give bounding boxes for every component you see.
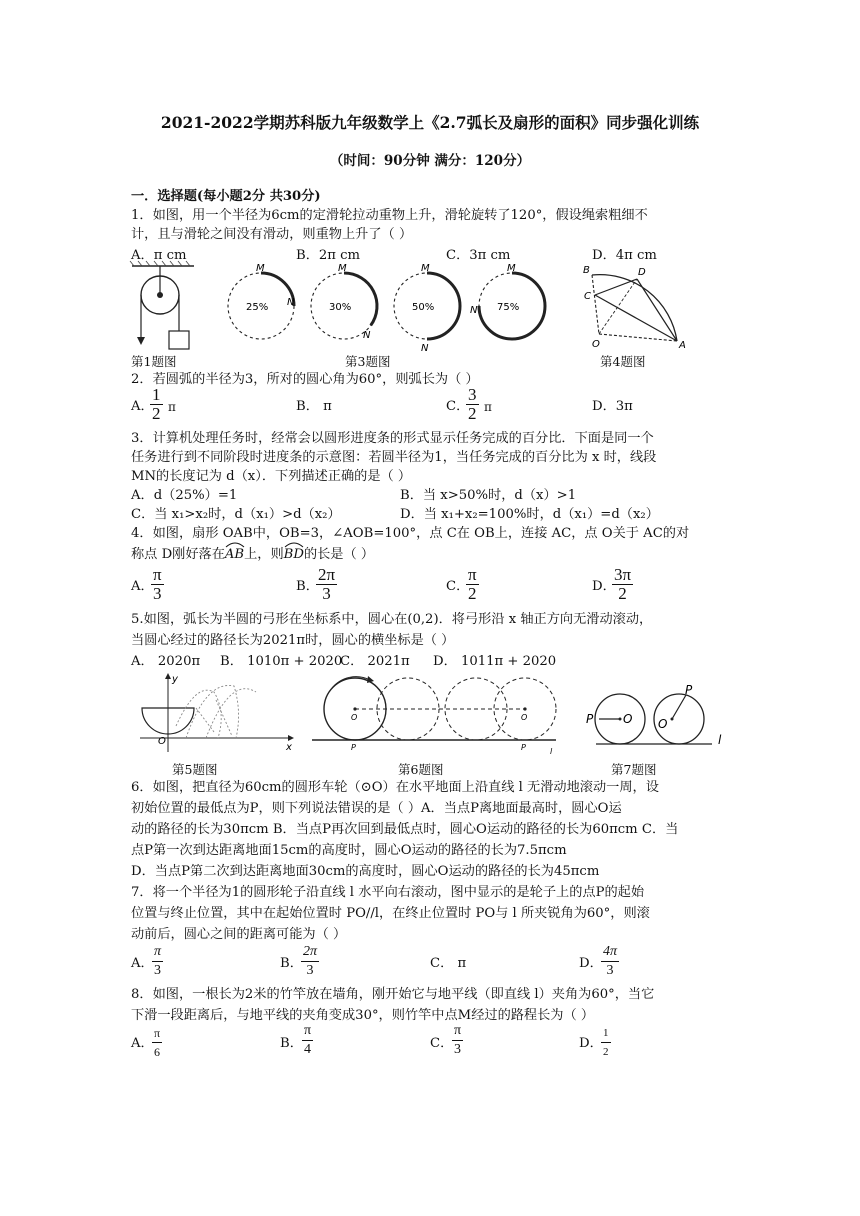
q4-option-c-frac: $\frac{\pi}{2}$ [468,565,477,603]
q8-line2: 下滑一段距离后，与地平线的夹角变成30°，则竹竿中点M经过的路程长为（ ） [131,1008,595,1023]
figure-5-segment [136,672,296,754]
svg-text:x: x [286,742,292,753]
svg-text:P: P [586,712,594,726]
svg-text:P: P [685,683,693,697]
q7-option-d: D． [579,956,603,971]
q6-line1: 6．如图，把直径为60cm的圆形车轮（⊙O）在水平地面上沿直线 l 无滑动地滚动一周，设 [131,780,659,795]
label-75: 75% [497,302,520,313]
progress-circle-25 [228,263,295,339]
q8-option-c: C． [430,1036,454,1051]
page-subtitle: （时间：90分钟 满分：120分） [329,153,531,169]
svg-text:M: M [338,263,347,274]
q3-option-a: A．d（25%）=1 [131,488,238,503]
svg-text:l: l [718,733,722,747]
q2-option-c-frac: $\frac{3}{2}$ [468,385,477,423]
svg-text:O: O [592,339,600,350]
q2-option-c: C． [446,399,470,414]
q3-line1: 3．计算机处理任务时，经常会以圆形进度条的形式显示任务完成的百分比．下面是同一个 [131,431,654,446]
q1-option-a: A．π cm [131,248,187,263]
q2-line1: 2．若圆弧的半径为3，所对的圆心角为60°，则弧长为（ ） [131,372,479,387]
caption-fig1: 第1题图 [131,354,177,369]
svg-text:M: M [421,263,430,274]
label-30: 30% [329,302,352,313]
q4-line1: 4．如图，扇形 OAB中，OB=3，∠AOB=100°，点 C在 OB上，连接 AC，点 O关于 AC的对 [131,526,690,541]
svg-text:M: M [256,263,265,274]
q1-option-b: B．2π cm [296,248,361,263]
svg-text:N: N [287,297,295,308]
q1-option-d: D．4π cm [592,248,657,263]
caption-fig3: 第3题图 [345,354,391,369]
q7-line2: 位置与终止位置，其中在起始位置时 PO//l，在终止位置时 PO与 l 所夹锐角为60°，则滚 [131,906,650,921]
q5-option-c: C． 2021π [340,654,410,669]
svg-text:l: l [550,747,553,756]
svg-text:N: N [470,305,478,316]
q7-option-d-frac: $\frac{4\pi}{3}$ [603,944,618,978]
figure-3-progress-circles [222,265,552,355]
q6-line2: 初始位置的最低点为P，则下列说法错误的是（ ）A．当点P离地面最高时，圆心O运 [131,801,622,816]
q8-line1: 8．如图，一根长为2米的竹竿放在墙角，刚开始它与地平线（即直线 l）夹角为60°，当它 [131,987,655,1002]
svg-text:y: y [172,674,178,685]
q7-option-b: B． [280,956,303,971]
svg-text:P: P [351,743,356,752]
label-25: 25% [246,302,269,313]
q3-option-d: D．当 x₁+x₂=100%时，d（x₁）=d（x₂） [400,507,659,522]
q3-line3: MN的长度记为 d（x）．下列描述正确的是（ ） [131,469,412,484]
svg-text:O: O [158,736,166,747]
q3-line2: 任务进行到不同阶段时进度条的示意图：若圆半径为1，当任务完成的百分比为 x 时，线段 [131,450,657,465]
q4-option-d: D． [592,579,616,594]
q8-option-c-frac: $\frac{\pi}{3}$ [454,1023,462,1057]
caption-fig5: 第5题图 [172,762,218,777]
svg-text:D: D [638,267,646,278]
q2-option-a-frac: $\frac{1}{2}$ [152,385,161,423]
caption-fig4: 第4题图 [600,354,646,369]
q7-option-a: A． [131,956,154,971]
q6-line3: 动的路径的长为30πcm B．当点P再次回到最低点时，圆心O运动的路径的长为60πcm C．当 [131,822,679,837]
q8-option-d-frac: $\frac{1}{2}$ [601,1024,611,1061]
progress-circle-75 [470,263,545,339]
svg-text:B: B [583,265,590,276]
caption-fig7: 第7题图 [611,762,657,777]
q5-line2: 当圆心经过的路径长为2021π时，圆心的横坐标是（ ） [131,633,455,648]
progress-circle-30 [311,263,377,341]
svg-text:O: O [521,713,528,722]
q1-option-c: C．3π cm [446,248,511,263]
q4-option-a-frac: $\frac{\pi}{3}$ [153,565,162,603]
q4-line2: 称点 D刚好落在 AB上，则 BD的长是（ ） [131,546,374,564]
svg-text:M: M [507,263,516,274]
q1-line1: 1．如图，用一个半径为6cm的定滑轮拉动重物上升，滑轮旋转了120°，假设绳索粗细不 [131,208,648,223]
q8-option-a-frac: $\frac{\pi}{6}$ [154,1026,161,1059]
q5-option-b: B． 1010π + 2020 [220,654,343,669]
q4-option-b: B． [296,579,319,594]
q8-option-a: A． [131,1036,154,1051]
svg-text:A: A [679,340,686,351]
q6-line5: D．当点P第二次到达距离地面30cm的高度时，圆心O运动的路径的长为45πcm [131,864,600,879]
label-50: 50% [412,302,435,313]
figure-7-wheel-positions [582,680,732,752]
q7-option-a-frac: $\frac{\pi}{3}$ [154,944,162,978]
q7-option-b-frac: $\frac{2\pi}{3}$ [303,944,318,978]
q1-line2: 计，且与滑轮之间没有滑动，则重物上升了（ ） [131,227,413,242]
q8-option-b-frac: $\frac{\pi}{4}$ [304,1023,312,1057]
q5-line1: 5.如图，弧长为半圆的弓形在坐标系中，圆心在(0,2)．将弓形沿 x 轴正方向无滑动滚动， [131,612,653,627]
svg-text:O: O [351,713,358,722]
q7-option-c: C． π [430,956,467,971]
q4-option-c: C． [446,579,470,594]
q7-line3: 动前后，圆心之间的距离可能为（ ） [131,927,347,942]
q4-option-a: A． [131,579,154,594]
svg-text:O: O [658,717,668,731]
q8-option-b: B． [280,1036,303,1051]
q2-option-b: B． π [296,399,332,414]
figure-4-sector [582,262,692,352]
figure-1-pulley [128,265,198,355]
q3-option-c: C．当 x₁>x₂时，d（x₁）>d（x₂） [131,507,341,522]
q8-option-d: D． [579,1036,603,1051]
svg-text:C: C [584,291,591,302]
q5-option-d: D． 1011π + 2020 [433,654,557,669]
q2-option-d: D．3π [592,399,633,414]
q2-option-a: A． [131,399,154,414]
svg-text:N: N [421,343,429,354]
q4-option-d-frac: $\frac{3\pi}{2}$ [614,565,632,603]
figure-6-rolling-wheel [310,672,560,756]
svg-text:P: P [521,743,526,752]
q3-option-b: B．当 x>50%时，d（x）>1 [400,488,577,503]
svg-text:O: O [623,712,633,726]
caption-fig6: 第6题图 [398,762,444,777]
progress-circle-50 [394,263,460,354]
svg-text:N: N [363,330,371,341]
q7-line1: 7．将一个半径为1的圆形轮子沿直线 l 水平向右滚动，图中显示的是轮子上的点P的起始 [131,885,645,900]
section-heading: 一．选择题(每小题2分 共30分) [131,189,321,204]
q4-option-b-frac: $\frac{2\pi}{3}$ [318,565,336,603]
q6-line4: 点P第一次到达距离地面15cm的高度时，圆心O运动的路径的长为7.5πcm [131,843,567,858]
q5-option-a: A． 2020π [131,654,201,669]
page-title: 2021-2022学期苏科版九年级数学上《2.7弧长及扇形的面积》同步强化训练 [160,113,700,132]
